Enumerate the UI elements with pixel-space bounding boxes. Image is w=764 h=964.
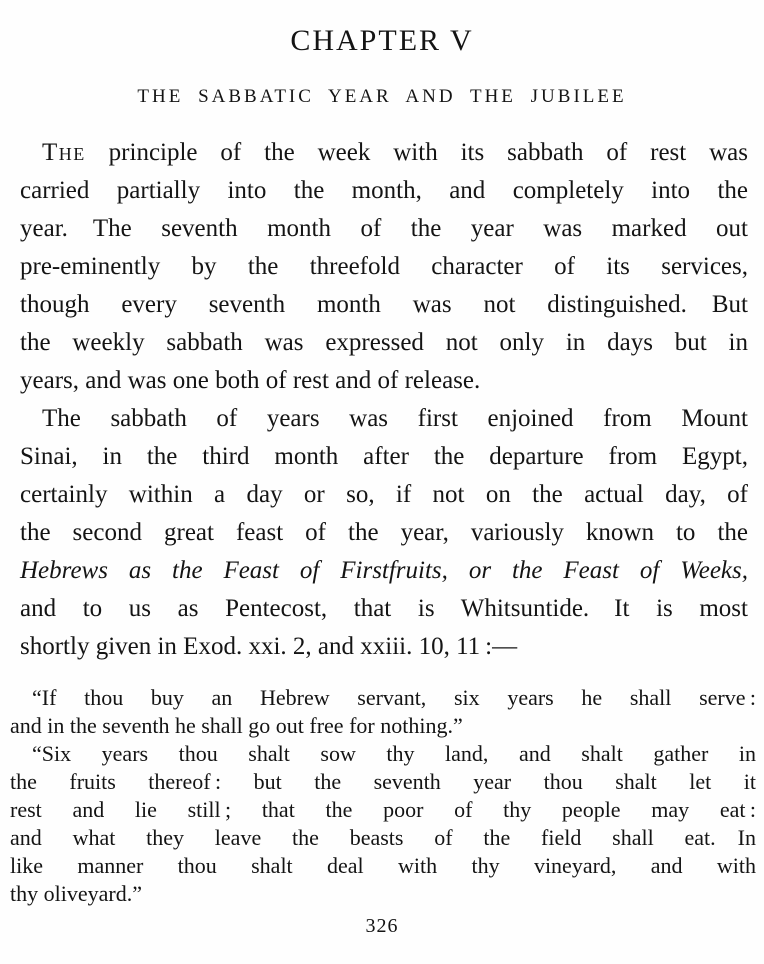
text-line: years, and was one both of rest and of release. [20,367,481,394]
block-quote-1 [10,684,756,740]
text-line-italic: Hebrews as the Feast of Firstfruits, or the Feast of Weeks, [20,557,748,584]
text-line: pre-eminently by the threefold character of its services, [20,253,748,280]
text-line: like manner thou shalt deal with thy vineyard, and with [10,853,756,878]
text-line: thy oliveyard.” [10,881,142,906]
text-line: though every seventh month was not distinguished. But [20,291,748,318]
paragraph-1 [20,134,748,400]
text-line: “If thou buy an Hebrew servant, six years he shall serve : [32,685,756,710]
text-line [20,134,748,172]
lead-small-caps: The [42,139,86,166]
text-line: the fruits thereof : but the seventh year thou shalt let it [10,769,756,794]
text-line: shortly given in Exod. xxi. 2, and xxiii. 10, 11 :— [20,633,518,660]
text-line: rest and lie still ; that the poor of thy people may eat : [10,797,756,822]
section-title: THE SABBATIC YEAR AND THE JUBILEE [137,86,627,107]
text-line: the second great feast of the year, variously known to the [20,519,748,546]
text-line: “Six years thou shalt sow thy land, and shalt gather in [32,741,756,766]
text-line: and what they leave the beasts of the field shall eat. In [10,825,756,850]
text-line: Sinai, in the third month after the departure from Egypt, [20,443,748,470]
text-line: The sabbath of years was first enjoined from Mount [42,405,748,432]
text-line: the weekly sabbath was expressed not only in days but in [20,329,748,356]
chapter-title: CHAPTER V [290,24,474,57]
text-line: and in the seventh he shall go out free for nothing.” [10,713,463,738]
paragraph-2 [20,400,748,666]
text-line: certainly within a day or so, if not on the actual day, of [20,481,748,508]
block-quote-2 [10,740,756,908]
text-line-rest: principle of the week with its sabbath of rest was [85,139,748,166]
page-number: 326 [365,915,399,937]
text-line: year. The seventh month of the year was marked out [20,215,748,242]
text-line: carried partially into the month, and completely into the [20,177,748,204]
text-line: and to us as Pentecost, that is Whitsuntide. It is most [20,595,748,622]
